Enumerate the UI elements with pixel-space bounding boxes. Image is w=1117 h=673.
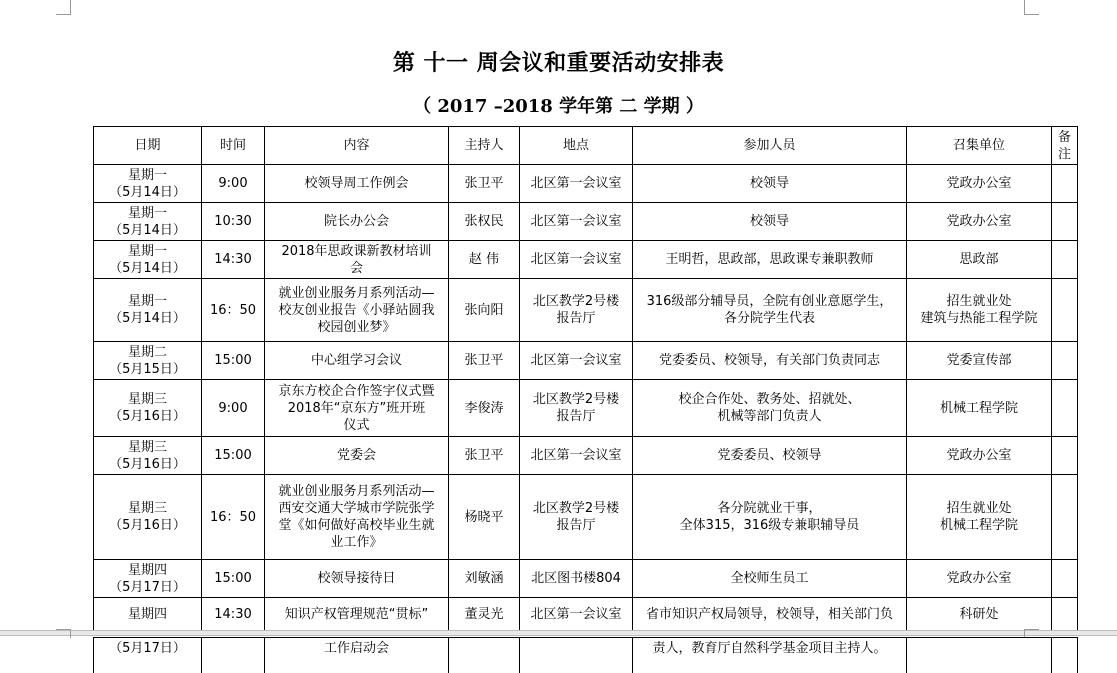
schedule-table [93, 126, 1078, 632]
header-note: 备 注 [1052, 127, 1078, 165]
cell-place: 北区第一会议室 [520, 203, 633, 241]
cell-date: 星期三 （5月16日） [94, 437, 202, 475]
cell-date: 星期二 （5月15日） [94, 342, 202, 380]
cell-time: 14:30 [202, 241, 265, 279]
cell-note [1052, 560, 1078, 598]
cell-organizer: 党政办公室 [907, 165, 1052, 203]
cell-host: 李俊涛 [449, 380, 520, 437]
margin-mark-top-right [1024, 0, 1039, 15]
margin-mark-top-left [56, 0, 71, 15]
cell-content: 中心组学习会议 [265, 342, 449, 380]
cell-note [1052, 342, 1078, 380]
cell-time [202, 638, 265, 673]
header-time: 时间 [202, 127, 265, 165]
cell-host: 赵 伟 [449, 241, 520, 279]
cell-note [1052, 241, 1078, 279]
cell-time: 15:00 [202, 342, 265, 380]
cell-time: 16：50 [202, 279, 265, 342]
cell-time: 10:30 [202, 203, 265, 241]
cell-note [1052, 475, 1078, 560]
cell-place: 北区第一会议室 [520, 241, 633, 279]
table-row-continued [94, 638, 1078, 673]
cell-place: 北区教学2号楼 报告厅 [520, 279, 633, 342]
page-title: 第 十一 周会议和重要活动安排表 [0, 46, 1117, 77]
cell-time: 15:00 [202, 437, 265, 475]
header-place: 地点 [520, 127, 633, 165]
header-row [94, 127, 1078, 165]
cell-host: 张卫平 [449, 165, 520, 203]
cell-organizer: 思政部 [907, 241, 1052, 279]
cell-content: 校领导周工作例会 [265, 165, 449, 203]
cell-attendees: 党委委员、校领导，有关部门负责同志 [633, 342, 907, 380]
cell-place: 北区第一会议室 [520, 342, 633, 380]
cell-time: 14:30 [202, 598, 265, 632]
cell-place: 北区图书楼804 [520, 560, 633, 598]
cell-organizer: 机械工程学院 [907, 380, 1052, 437]
cell-content: 工作启动会 [265, 638, 449, 673]
table-row [94, 203, 1078, 241]
cell-content: 党委会 [265, 437, 449, 475]
cell-place: 北区教学2号楼 报告厅 [520, 475, 633, 560]
header-date: 日期 [94, 127, 202, 165]
cell-host: 张卫平 [449, 437, 520, 475]
cell-attendees: 316级部分辅导员，全院有创业意愿学生， 各分院学生代表 [633, 279, 907, 342]
cell-time: 16：50 [202, 475, 265, 560]
cell-place: 北区教学2号楼 报告厅 [520, 380, 633, 437]
cell-host: 张权民 [449, 203, 520, 241]
cell-content: 就业创业服务月系列活动— 西安交通大学城市学院张学 堂《如何做好高校毕业生就 业工作》 [265, 475, 449, 560]
cell-note [1052, 165, 1078, 203]
cell-date: （5月17日） [94, 638, 202, 673]
cell-note [1052, 279, 1078, 342]
cell-date: 星期一 （5月14日） [94, 279, 202, 342]
cell-note [1052, 437, 1078, 475]
cell-date: 星期一 （5月14日） [94, 241, 202, 279]
header-host: 主持人 [449, 127, 520, 165]
cell-attendees: 全校师生员工 [633, 560, 907, 598]
cell-note [1052, 380, 1078, 437]
table-row [94, 475, 1078, 560]
cell-date: 星期四 [94, 598, 202, 632]
table-row [94, 437, 1078, 475]
margin-mark-bottom-left [56, 629, 71, 638]
cell-organizer [907, 638, 1052, 673]
cell-attendees: 王明哲，思政部，思政课专兼职教师 [633, 241, 907, 279]
cell-place: 北区第一会议室 [520, 165, 633, 203]
cell-time: 15:00 [202, 560, 265, 598]
cell-content: 就业创业服务月系列活动— 校友创业报告《小驿站圆我 校园创业梦》 [265, 279, 449, 342]
cell-attendees: 校领导 [633, 203, 907, 241]
table-row [94, 342, 1078, 380]
cell-date: 星期一 （5月14日） [94, 203, 202, 241]
cell-attendees: 校领导 [633, 165, 907, 203]
header-organizer: 召集单位 [907, 127, 1052, 165]
cell-host [449, 638, 520, 673]
cell-attendees: 校企合作处、教务处、招就处、 机械等部门负责人 [633, 380, 907, 437]
table-row [94, 241, 1078, 279]
cell-time: 9:00 [202, 380, 265, 437]
cell-content: 校领导接待日 [265, 560, 449, 598]
header-content: 内容 [265, 127, 449, 165]
cell-note [1052, 638, 1078, 673]
table-row [94, 380, 1078, 437]
cell-place: 北区第一会议室 [520, 598, 633, 632]
cell-host: 杨晓平 [449, 475, 520, 560]
cell-date: 星期一 （5月14日） [94, 165, 202, 203]
page-break [0, 630, 1117, 636]
cell-attendees: 省市知识产权局领导，校领导，相关部门负 [633, 598, 907, 632]
cell-host: 张向阳 [449, 279, 520, 342]
cell-organizer: 科研处 [907, 598, 1052, 632]
cell-date: 星期四 （5月17日） [94, 560, 202, 598]
cell-date: 星期三 （5月16日） [94, 380, 202, 437]
table-row [94, 165, 1078, 203]
cell-place [520, 638, 633, 673]
cell-organizer: 招生就业处 机械工程学院 [907, 475, 1052, 560]
cell-attendees: 党委委员、校领导 [633, 437, 907, 475]
cell-content: 知识产权管理规范“贯标” [265, 598, 449, 632]
table-row [94, 279, 1078, 342]
cell-place: 北区第一会议室 [520, 437, 633, 475]
cell-organizer: 招生就业处 建筑与热能工程学院 [907, 279, 1052, 342]
cell-host: 刘敏涵 [449, 560, 520, 598]
schedule-table-continued [93, 637, 1078, 673]
page-subtitle: （ 2017 –2018 学年第 二 学期 ） [0, 92, 1117, 118]
cell-organizer: 党政办公室 [907, 560, 1052, 598]
table-row [94, 598, 1078, 632]
cell-time: 9:00 [202, 165, 265, 203]
cell-note [1052, 598, 1078, 632]
cell-attendees: 责人，教育厅自然科学基金项目主持人。 [633, 638, 907, 673]
cell-attendees: 各分院就业干事， 全体315，316级专兼职辅导员 [633, 475, 907, 560]
cell-host: 董灵光 [449, 598, 520, 632]
cell-note [1052, 203, 1078, 241]
cell-organizer: 党委宣传部 [907, 342, 1052, 380]
cell-content: 京东方校企合作签字仪式暨 2018年“京东方”班开班 仪式 [265, 380, 449, 437]
cell-host: 张卫平 [449, 342, 520, 380]
table-row [94, 560, 1078, 598]
cell-content: 2018年思政课新教材培训 会 [265, 241, 449, 279]
cell-content: 院长办公会 [265, 203, 449, 241]
header-attendees: 参加人员 [633, 127, 907, 165]
cell-date: 星期三 （5月16日） [94, 475, 202, 560]
cell-organizer: 党政办公室 [907, 203, 1052, 241]
cell-organizer: 党政办公室 [907, 437, 1052, 475]
